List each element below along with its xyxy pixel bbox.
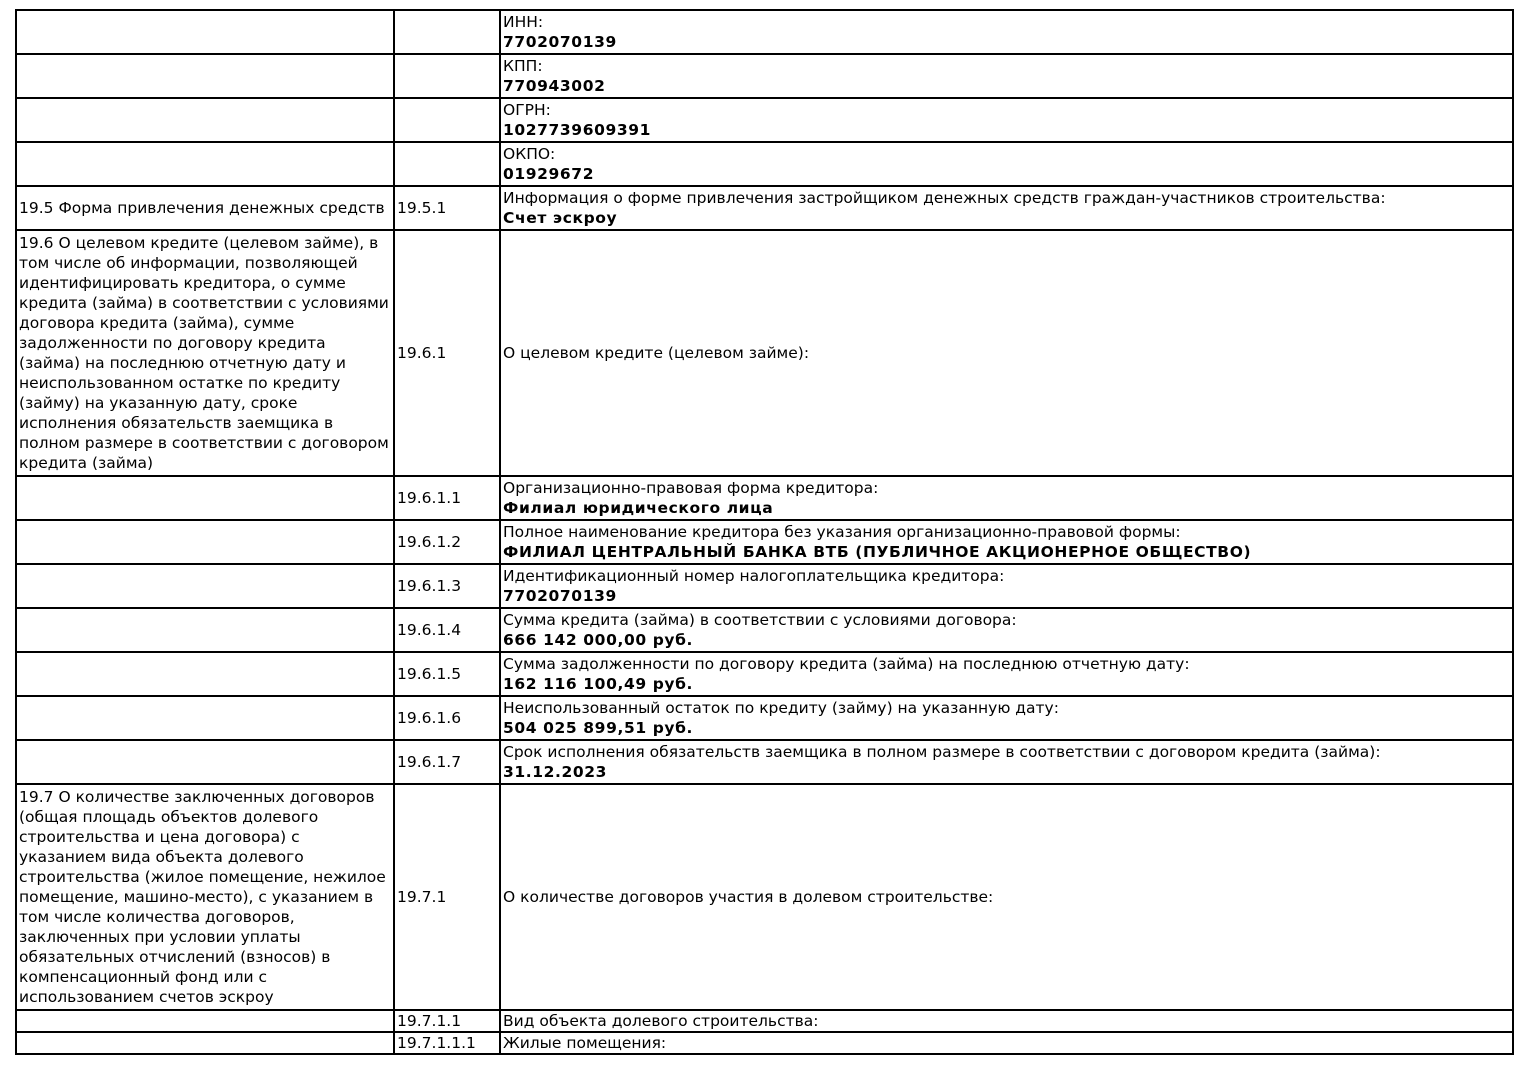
code-cell	[394, 98, 500, 142]
section-cell	[16, 608, 394, 652]
field-label: ОКПО:	[503, 145, 556, 163]
section-cell	[16, 520, 394, 564]
code-cell: 19.6.1.3	[394, 564, 500, 608]
table-row	[16, 696, 1513, 740]
table-row	[16, 476, 1513, 520]
section-cell: 19.5 Форма привлечения денежных средств	[16, 186, 394, 230]
section-cell	[16, 54, 394, 98]
field-label: Идентификационный номер налогоплательщика кредитора:	[503, 567, 1005, 585]
content-cell	[500, 520, 1513, 564]
field-value: 666 142 000,00 руб.	[503, 631, 694, 649]
field-label: Сумма кредита (займа) в соответствии с условиями договора:	[503, 611, 1017, 629]
table-row	[16, 54, 1513, 98]
field-value: 162 116 100,49 руб.	[503, 675, 694, 693]
code-cell: 19.7.1.1	[394, 1010, 500, 1032]
field-label: ОГРН:	[503, 101, 551, 119]
field-label: ИНН:	[503, 13, 544, 31]
table-row	[16, 230, 1513, 476]
table-row	[16, 1010, 1513, 1032]
code-cell: 19.5.1	[394, 186, 500, 230]
code-cell: 19.7.1	[394, 784, 500, 1010]
field-value: ФИЛИАЛ ЦЕНТРАЛЬНЫЙ БАНКА ВТБ (ПУБЛИЧНОЕ АКЦИОНЕРНОЕ ОБЩЕСТВО)	[503, 543, 1252, 561]
field-label: Срок исполнения обязательств заемщика в полном размере в соответствии с договором кредита (займа):	[503, 743, 1381, 761]
section-cell	[16, 1010, 394, 1032]
table-row	[16, 652, 1513, 696]
code-cell: 19.6.1.4	[394, 608, 500, 652]
field-value: 01929672	[503, 165, 595, 183]
field-value: Счет эскроу	[503, 209, 618, 227]
field-value: 770943002	[503, 77, 606, 95]
table-row	[16, 520, 1513, 564]
section-cell	[16, 652, 394, 696]
section-cell: 19.6 О целевом кредите (целевом займе), в том числе об информации, позволяющей идентифицировать кредитора, о сумме кредита (займа) в соответствии с условиями договора кредита (займа), сумме задолженности по договору кредита (займа) на последнюю отчетную дату и неиспользованном остатке по кредиту (займу) на указанную дату, сроке исполнения обязательств заемщика в полном размере в соответствии с договором кредита (займа)	[16, 230, 394, 476]
table-row	[16, 1032, 1513, 1054]
code-cell: 19.6.1.6	[394, 696, 500, 740]
section-cell	[16, 564, 394, 608]
content-cell	[500, 652, 1513, 696]
table-row	[16, 98, 1513, 142]
content-cell	[500, 476, 1513, 520]
table-row	[16, 564, 1513, 608]
section-cell: 19.7 О количестве заключенных договоров (общая площадь объектов долевого строительства и цена договора) с указанием вида объекта долевого строительства (жилое помещение, нежилое помещение, машино-место), с указанием в том числе количества договоров, заключенных при условии уплаты обязательных отчислений (взносов) в компенсационный фонд или с использованием счетов эскроу	[16, 784, 394, 1010]
field-label: О количестве договоров участия в долевом строительстве:	[503, 888, 994, 906]
table-row	[16, 186, 1513, 230]
field-label: Жилые помещения:	[503, 1034, 667, 1052]
field-label: Информация о форме привлечения застройщиком денежных средств граждан-участников строительства:	[503, 189, 1386, 207]
code-cell: 19.6.1	[394, 230, 500, 476]
table-row	[16, 740, 1513, 784]
section-cell	[16, 740, 394, 784]
field-value: 1027739609391	[503, 121, 652, 139]
content-cell	[500, 1032, 1513, 1054]
field-label: Вид объекта долевого строительства:	[503, 1012, 819, 1030]
field-value: 7702070139	[503, 587, 617, 605]
code-cell	[394, 10, 500, 54]
field-value: 31.12.2023	[503, 763, 608, 781]
content-cell	[500, 142, 1513, 186]
field-label: Сумма задолженности по договору кредита (займа) на последнюю отчетную дату:	[503, 655, 1190, 673]
table-row	[16, 142, 1513, 186]
field-value: 7702070139	[503, 33, 617, 51]
section-cell	[16, 476, 394, 520]
field-label: Полное наименование кредитора без указания организационно-правовой формы:	[503, 523, 1181, 541]
code-cell	[394, 54, 500, 98]
field-label: КПП:	[503, 57, 543, 75]
content-cell	[500, 1010, 1513, 1032]
field-value: 504 025 899,51 руб.	[503, 719, 694, 737]
code-cell: 19.6.1.2	[394, 520, 500, 564]
section-cell	[16, 142, 394, 186]
table-row	[16, 10, 1513, 54]
content-cell	[500, 186, 1513, 230]
field-value: Филиал юридического лица	[503, 499, 774, 517]
field-label: О целевом кредите (целевом займе):	[503, 344, 810, 362]
content-cell	[500, 564, 1513, 608]
content-cell	[500, 740, 1513, 784]
field-label: Неиспользованный остаток по кредиту (займу) на указанную дату:	[503, 699, 1059, 717]
content-cell	[500, 10, 1513, 54]
content-cell	[500, 608, 1513, 652]
code-cell: 19.6.1.1	[394, 476, 500, 520]
table-row	[16, 784, 1513, 1010]
content-cell	[500, 696, 1513, 740]
content-cell	[500, 98, 1513, 142]
section-cell	[16, 1032, 394, 1054]
content-cell	[500, 230, 1513, 476]
section-cell	[16, 10, 394, 54]
content-cell	[500, 54, 1513, 98]
content-cell	[500, 784, 1513, 1010]
section-cell	[16, 696, 394, 740]
code-cell: 19.6.1.5	[394, 652, 500, 696]
table-row	[16, 608, 1513, 652]
code-cell: 19.7.1.1.1	[394, 1032, 500, 1054]
section-cell	[16, 98, 394, 142]
field-label: Организационно-правовая форма кредитора:	[503, 479, 879, 497]
code-cell: 19.6.1.7	[394, 740, 500, 784]
code-cell	[394, 142, 500, 186]
disclosure-table	[15, 9, 1514, 1055]
